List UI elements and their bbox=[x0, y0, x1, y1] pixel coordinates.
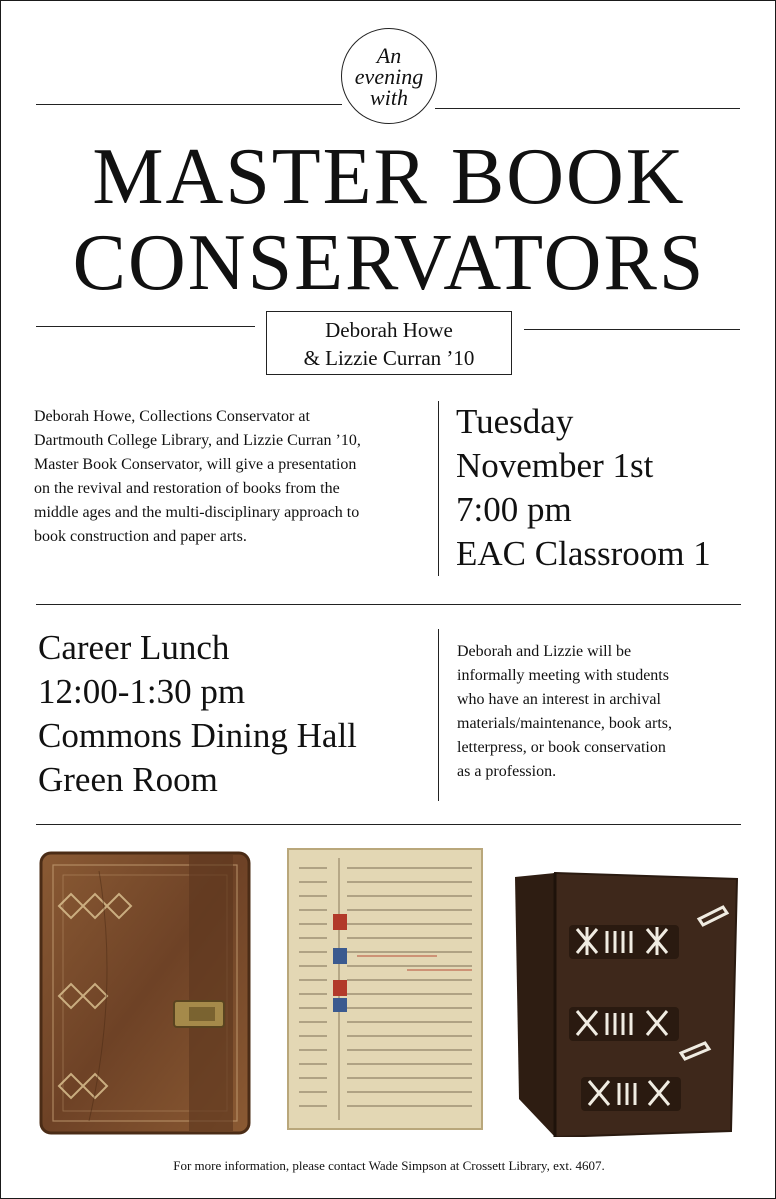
event-day: Tuesday bbox=[456, 402, 574, 441]
lunch-time: 12:00-1:30 pm bbox=[38, 672, 246, 711]
top-rule-left bbox=[36, 104, 342, 105]
presenter-name: & Lizzie Curran ’10 bbox=[303, 346, 475, 370]
presenters-box bbox=[266, 311, 512, 375]
event-location: EAC Classroom 1 bbox=[456, 534, 711, 573]
event-date: November 1st bbox=[456, 446, 654, 485]
title-line-2: CONSERVATORS bbox=[72, 219, 706, 307]
event-time: 7:00 pm bbox=[456, 490, 572, 529]
presenter-rule-left bbox=[36, 326, 255, 327]
contact-footer: For more information, please contact Wade Simpson at Crossett Library, ext. 4607. bbox=[173, 1158, 605, 1173]
lunch-divider bbox=[438, 629, 439, 801]
badge-line: An bbox=[376, 42, 402, 68]
presenter-name: Deborah Howe bbox=[325, 318, 453, 342]
presentation-divider bbox=[438, 401, 439, 576]
dark-leather-book-photo bbox=[511, 867, 741, 1137]
top-rule-right bbox=[435, 108, 740, 109]
an-evening-with-badge bbox=[341, 28, 437, 124]
presentation-details bbox=[456, 400, 711, 576]
lunch-location: Commons Dining Hall bbox=[38, 716, 357, 755]
leather-book-photo bbox=[39, 851, 253, 1135]
lunch-title: Career Lunch bbox=[38, 628, 230, 667]
manuscript-page-photo bbox=[287, 848, 483, 1130]
middle-rule bbox=[36, 604, 741, 605]
badge-line: with bbox=[370, 84, 408, 110]
lunch-details bbox=[38, 626, 357, 802]
title-line-1: MASTER BOOK bbox=[92, 133, 686, 221]
bottom-rule bbox=[36, 824, 741, 825]
lunch-description: Deborah and Lizzie will be informally meeting with students who have an interest in archival materials/maintenance, book arts, letterpress, or book conservation as a profession. bbox=[457, 643, 673, 780]
lunch-room: Green Room bbox=[38, 760, 218, 799]
badge-line: evening bbox=[354, 63, 424, 89]
presenter-rule-right bbox=[524, 329, 740, 330]
presentation-description: Deborah Howe, Collections Conservator at Dartmouth College Library, and Lizzie Curran ’10, Master Book Conservator, will give a presentation on the revival and restoration of books from the middle ages and the multi-disciplinary approach to book construction and paper arts. bbox=[34, 408, 361, 545]
